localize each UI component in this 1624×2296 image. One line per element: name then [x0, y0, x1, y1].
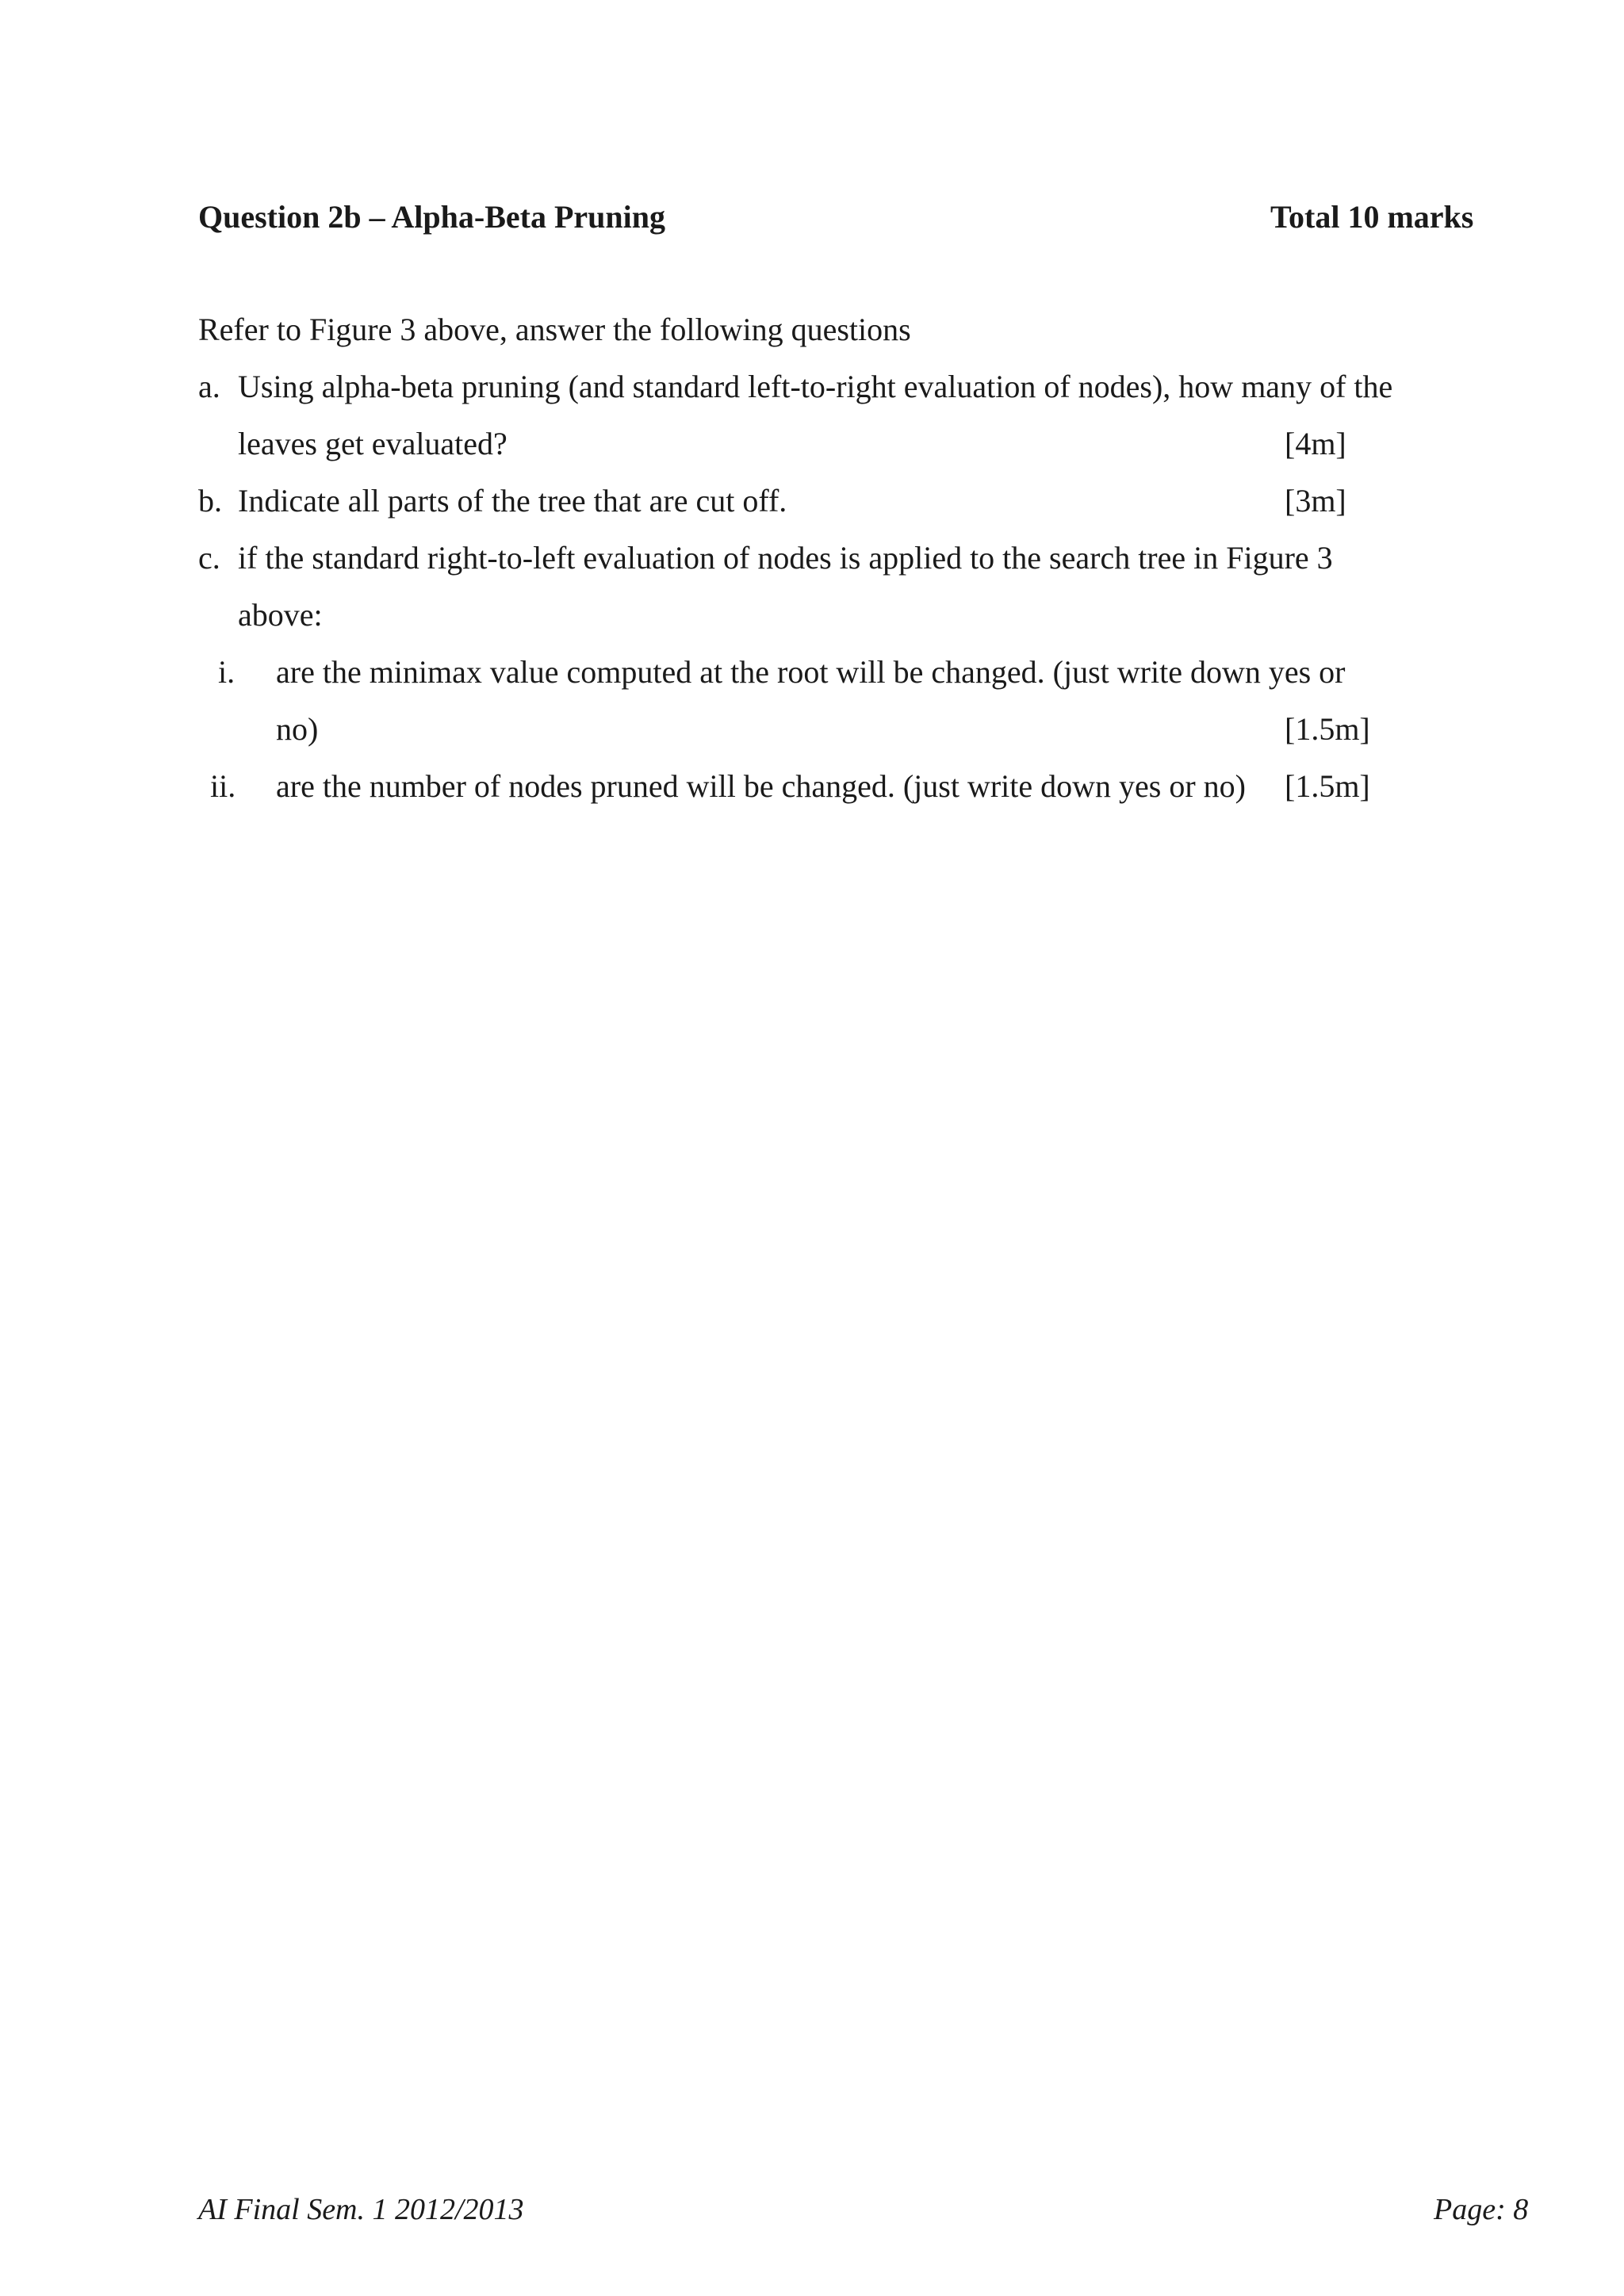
subitem-i-marks: [1.5m] [1285, 711, 1370, 747]
subitem-i-line2: no) [276, 711, 319, 747]
subitem-ii-line1: are the number of nodes pruned will be changed. (just write down yes or no) [276, 768, 1246, 804]
question-a-label: a. [198, 369, 220, 404]
question-c-line2: above: [238, 597, 323, 633]
subitem-ii-label: ii. [210, 768, 236, 804]
question-title: Question 2b – Alpha-Beta Pruning [198, 199, 666, 235]
subitem-ii-marks: [1.5m] [1285, 768, 1370, 804]
footer-course: AI Final Sem. 1 2012/2013 [198, 2193, 524, 2226]
total-marks: Total 10 marks [1270, 199, 1474, 235]
question-c-line1: if the standard right-to-left evaluation of nodes is applied to the search tree in Figure 3 [238, 540, 1333, 576]
subitem-i-line1: are the minimax value computed at the root will be changed. (just write down yes or [276, 654, 1346, 690]
question-b-label: b. [198, 483, 222, 519]
subitem-i-label: i. [218, 654, 236, 690]
question-c-label: c. [198, 540, 220, 576]
question-b-line1: Indicate all parts of the tree that are cut off. [238, 483, 787, 519]
question-b-marks: [3m] [1285, 483, 1346, 519]
intro-text: Refer to Figure 3 above, answer the following questions [198, 312, 911, 347]
question-a-line1: Using alpha-beta pruning (and standard left-to-right evaluation of nodes), how many of the [238, 369, 1393, 404]
question-a-line2: leaves get evaluated? [238, 426, 508, 461]
footer-page-number: Page: 8 [1434, 2193, 1529, 2226]
question-a-marks: [4m] [1285, 426, 1346, 461]
